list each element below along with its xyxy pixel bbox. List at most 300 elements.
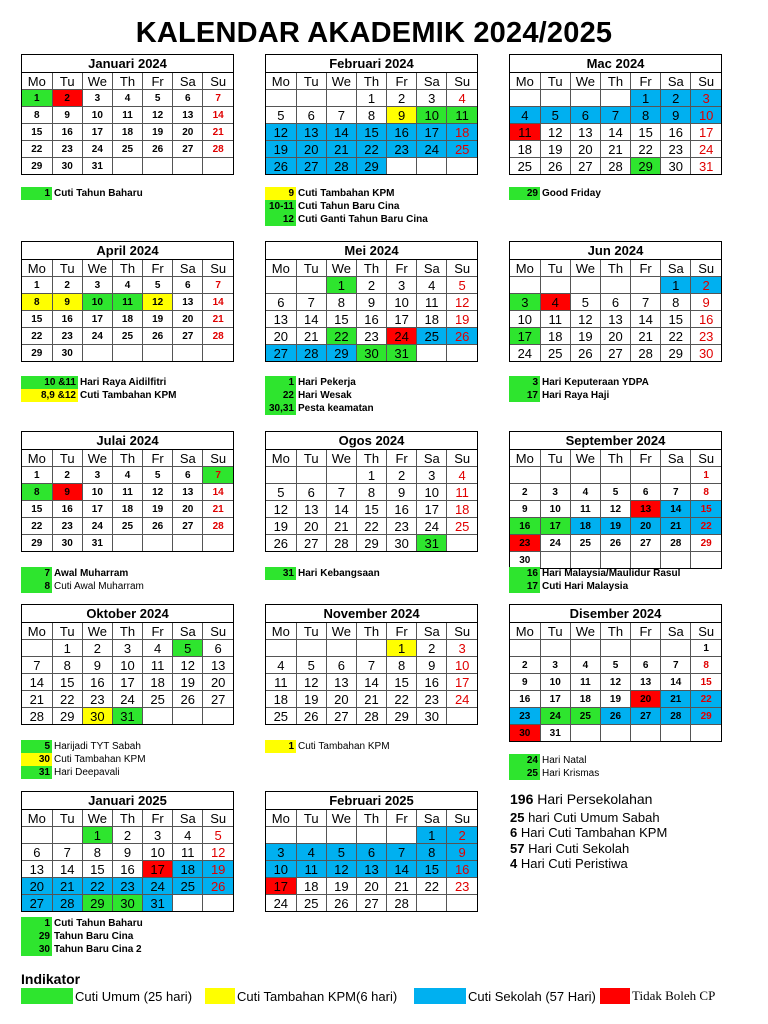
day-cell: 5 <box>266 484 296 501</box>
day-cell: 16 <box>112 861 142 878</box>
day-cell: 27 <box>173 518 203 535</box>
day-cell: 20 <box>173 124 203 141</box>
day-cell: 8 <box>356 107 386 124</box>
summary-label: Hari Cuti Peristiwa <box>517 856 628 871</box>
day-cell: 16 <box>356 311 386 328</box>
day-cell: 24 <box>447 691 477 708</box>
weekday-header: Fr <box>631 450 661 467</box>
day-cell: 14 <box>203 294 233 311</box>
day-cell: 13 <box>631 674 661 691</box>
day-cell: 2 <box>691 277 721 294</box>
day-cell: 6 <box>570 107 600 124</box>
legend-date-swatch: 1 <box>21 917 52 930</box>
day-cell: 26 <box>143 518 173 535</box>
weekday-header: Th <box>356 810 386 827</box>
weekday-header: Su <box>691 450 721 467</box>
legend-label: Hari Malaysia/Maulidur Rasul <box>542 568 681 579</box>
legend-item <box>265 376 374 389</box>
day-cell: 4 <box>112 90 142 107</box>
weekday-header: Sa <box>173 810 203 827</box>
month-calendar <box>509 54 722 175</box>
holiday-legend <box>509 567 680 593</box>
day-cell: 13 <box>296 124 326 141</box>
day-cell: 20 <box>600 328 630 345</box>
month-calendar <box>21 54 234 175</box>
legend-item <box>21 389 176 402</box>
day-cell: 1 <box>22 90 52 107</box>
day-cell: 4 <box>570 484 600 501</box>
month-grid <box>266 623 477 724</box>
weekday-header: Tu <box>52 260 82 277</box>
day-cell: 7 <box>52 844 82 861</box>
legend-date-swatch: 1 <box>265 740 296 753</box>
day-cell: 23 <box>52 141 82 158</box>
day-cell: 3 <box>82 277 112 294</box>
day-cell: 16 <box>52 124 82 141</box>
weekday-header: Su <box>447 450 477 467</box>
day-cell: 11 <box>447 484 477 501</box>
day-cell: 1 <box>52 640 82 657</box>
day-cell: 3 <box>82 467 112 484</box>
weekday-header: Tu <box>52 623 82 640</box>
day-cell: 31 <box>387 345 417 362</box>
day-cell: 13 <box>203 657 233 674</box>
empty-cell <box>266 90 296 107</box>
day-cell: 18 <box>540 328 570 345</box>
day-cell: 13 <box>631 501 661 518</box>
day-cell: 3 <box>387 277 417 294</box>
weekday-header: Th <box>600 260 630 277</box>
legend-item <box>21 917 143 930</box>
weekday-header: Th <box>356 623 386 640</box>
day-cell: 17 <box>540 518 570 535</box>
day-cell: 11 <box>173 844 203 861</box>
month-title: Jun 2024 <box>510 242 721 260</box>
legend-label: Cuti Hari Malaysia <box>542 581 629 592</box>
day-cell: 24 <box>417 141 447 158</box>
day-cell: 28 <box>631 345 661 362</box>
day-cell: 25 <box>143 691 173 708</box>
day-cell: 7 <box>22 657 52 674</box>
day-cell: 20 <box>631 518 661 535</box>
day-cell: 25 <box>540 345 570 362</box>
day-cell: 17 <box>82 124 112 141</box>
day-cell: 27 <box>266 345 296 362</box>
day-cell: 25 <box>570 708 600 725</box>
weekday-header: Sa <box>661 623 691 640</box>
day-cell: 22 <box>52 691 82 708</box>
legend-item <box>265 389 374 402</box>
empty-cell <box>540 467 570 484</box>
weekday-header: Tu <box>52 73 82 90</box>
empty-cell <box>631 277 661 294</box>
day-cell: 9 <box>112 844 142 861</box>
day-cell: 29 <box>22 158 52 175</box>
legend-item <box>509 187 601 200</box>
day-cell: 15 <box>417 861 447 878</box>
legend-label: Hari Raya Aidilfitri <box>80 377 167 388</box>
day-cell: 21 <box>203 124 233 141</box>
day-cell: 1 <box>326 277 356 294</box>
legend-item <box>265 187 428 200</box>
day-cell: 18 <box>570 518 600 535</box>
month-title: Mac 2024 <box>510 55 721 73</box>
legend-item <box>21 580 144 593</box>
day-cell: 26 <box>540 158 570 175</box>
weekday-header: We <box>570 450 600 467</box>
empty-cell <box>326 827 356 844</box>
day-cell: 29 <box>691 708 721 725</box>
day-cell: 9 <box>510 674 540 691</box>
day-cell: 21 <box>203 501 233 518</box>
empty-cell <box>600 640 630 657</box>
day-cell: 20 <box>296 141 326 158</box>
month-calendar <box>21 604 234 725</box>
day-cell: 20 <box>203 674 233 691</box>
day-cell: 9 <box>52 294 82 311</box>
day-cell: 7 <box>661 657 691 674</box>
day-cell: 21 <box>631 328 661 345</box>
empty-cell <box>570 277 600 294</box>
empty-cell <box>296 277 326 294</box>
empty-cell <box>266 640 296 657</box>
day-cell: 13 <box>22 861 52 878</box>
month-grid <box>266 810 477 911</box>
day-cell: 28 <box>203 141 233 158</box>
holiday-legend <box>21 567 144 593</box>
day-cell: 2 <box>112 827 142 844</box>
legend-item <box>509 389 649 402</box>
day-cell: 9 <box>691 294 721 311</box>
month-calendar <box>509 431 722 569</box>
empty-cell <box>631 725 661 742</box>
day-cell: 10 <box>691 107 721 124</box>
day-cell: 29 <box>356 158 386 175</box>
weekday-header: Tu <box>296 260 326 277</box>
weekday-header: Tu <box>540 260 570 277</box>
month-title: Januari 2024 <box>22 55 233 73</box>
day-cell: 15 <box>52 674 82 691</box>
day-cell: 5 <box>143 277 173 294</box>
empty-cell <box>326 467 356 484</box>
day-cell: 19 <box>447 311 477 328</box>
day-cell: 13 <box>173 107 203 124</box>
legend-label: Hari Deepavali <box>54 767 120 778</box>
day-cell: 22 <box>22 518 52 535</box>
day-cell: 14 <box>661 674 691 691</box>
day-cell: 24 <box>143 878 173 895</box>
day-cell: 25 <box>173 878 203 895</box>
summary-count: 6 <box>510 825 518 840</box>
day-cell: 14 <box>52 861 82 878</box>
empty-cell <box>570 640 600 657</box>
day-cell: 28 <box>203 328 233 345</box>
day-cell: 10 <box>510 311 540 328</box>
month-title: April 2024 <box>22 242 233 260</box>
day-cell: 27 <box>631 708 661 725</box>
day-cell: 10 <box>82 294 112 311</box>
day-cell: 2 <box>356 277 386 294</box>
indikator-item <box>21 988 192 1004</box>
day-cell: 13 <box>600 311 630 328</box>
weekday-header: Mo <box>22 623 52 640</box>
legend-label: Cuti Awal Muharram <box>54 581 144 592</box>
day-cell: 20 <box>326 691 356 708</box>
day-cell: 21 <box>296 328 326 345</box>
day-cell: 6 <box>296 107 326 124</box>
day-cell: 15 <box>82 861 112 878</box>
day-cell: 29 <box>22 345 52 362</box>
day-cell: 3 <box>510 294 540 311</box>
day-cell: 28 <box>296 345 326 362</box>
day-cell: 21 <box>52 878 82 895</box>
weekday-header: We <box>570 623 600 640</box>
empty-cell <box>266 277 296 294</box>
legend-item <box>265 200 428 213</box>
legend-date-swatch: 10 &11 <box>21 376 78 389</box>
day-cell: 4 <box>540 294 570 311</box>
day-cell: 5 <box>266 107 296 124</box>
month-grid <box>22 810 233 911</box>
month-title: Oktober 2024 <box>22 605 233 623</box>
day-cell: 14 <box>296 311 326 328</box>
day-cell: 11 <box>570 674 600 691</box>
day-cell: 9 <box>387 107 417 124</box>
day-cell: 17 <box>143 861 173 878</box>
empty-cell <box>387 827 417 844</box>
day-cell: 26 <box>173 691 203 708</box>
indikator-item <box>414 988 596 1004</box>
day-cell: 16 <box>510 691 540 708</box>
weekday-header: We <box>570 260 600 277</box>
day-cell: 19 <box>143 311 173 328</box>
legend-date-swatch: 8,9 &12 <box>21 389 78 402</box>
day-cell: 23 <box>52 518 82 535</box>
day-cell: 12 <box>296 674 326 691</box>
empty-cell <box>326 90 356 107</box>
day-cell: 2 <box>417 640 447 657</box>
empty-cell <box>631 467 661 484</box>
day-cell: 25 <box>447 141 477 158</box>
day-cell: 28 <box>661 708 691 725</box>
legend-date-swatch: 30 <box>21 943 52 956</box>
legend-item <box>509 580 680 593</box>
legend-item <box>21 187 143 200</box>
day-cell: 12 <box>266 501 296 518</box>
day-cell: 30 <box>417 708 447 725</box>
day-cell: 10 <box>417 484 447 501</box>
day-cell: 11 <box>447 107 477 124</box>
day-cell: 22 <box>356 141 386 158</box>
month-title: Februari 2024 <box>266 55 477 73</box>
legend-label: Pesta keamatan <box>298 403 374 414</box>
weekday-header: Mo <box>22 73 52 90</box>
day-cell: 14 <box>326 501 356 518</box>
weekday-header: Fr <box>387 73 417 90</box>
empty-cell <box>387 158 417 175</box>
day-cell: 24 <box>82 141 112 158</box>
day-cell: 4 <box>143 640 173 657</box>
day-cell: 3 <box>540 484 570 501</box>
empty-cell <box>661 467 691 484</box>
day-cell: 15 <box>22 124 52 141</box>
day-cell: 10 <box>540 501 570 518</box>
empty-cell <box>296 640 326 657</box>
legend-date-swatch: 25 <box>509 767 540 780</box>
day-cell: 21 <box>387 878 417 895</box>
day-cell: 9 <box>510 501 540 518</box>
page-title: KALENDAR AKADEMIK 2024/2025 <box>135 17 613 49</box>
day-cell: 1 <box>691 467 721 484</box>
empty-cell <box>296 827 326 844</box>
day-cell: 24 <box>112 691 142 708</box>
day-cell: 24 <box>266 895 296 912</box>
day-cell: 19 <box>296 691 326 708</box>
legend-date-swatch: 16 <box>509 567 540 580</box>
day-cell: 19 <box>266 518 296 535</box>
weekday-header: Fr <box>143 450 173 467</box>
day-cell: 12 <box>600 674 630 691</box>
day-cell: 6 <box>173 90 203 107</box>
legend-date-swatch: 17 <box>509 389 540 402</box>
day-cell: 22 <box>356 518 386 535</box>
empty-cell <box>112 345 142 362</box>
day-cell: 4 <box>417 277 447 294</box>
day-cell: 3 <box>112 640 142 657</box>
legend-label: Hari Pekerja <box>298 377 356 388</box>
day-cell: 12 <box>143 107 173 124</box>
weekday-header: Sa <box>173 623 203 640</box>
empty-cell <box>173 158 203 175</box>
day-cell: 5 <box>447 277 477 294</box>
day-cell: 23 <box>356 328 386 345</box>
day-cell: 26 <box>447 328 477 345</box>
day-cell: 29 <box>52 708 82 725</box>
day-cell: 26 <box>203 878 233 895</box>
weekday-header: Tu <box>540 73 570 90</box>
day-cell: 27 <box>203 691 233 708</box>
day-cell: 19 <box>173 674 203 691</box>
month-calendar <box>21 241 234 362</box>
empty-cell <box>661 640 691 657</box>
month-title: Januari 2025 <box>22 792 233 810</box>
summary-count: 196 <box>510 791 534 807</box>
day-cell: 28 <box>326 535 356 552</box>
day-cell: 20 <box>173 501 203 518</box>
day-cell: 20 <box>173 311 203 328</box>
day-cell: 6 <box>356 844 386 861</box>
legend-item <box>21 740 146 753</box>
weekday-header: Su <box>447 810 477 827</box>
weekday-header: Th <box>356 260 386 277</box>
day-cell: 10 <box>447 657 477 674</box>
empty-cell <box>540 640 570 657</box>
weekday-header: Tu <box>296 450 326 467</box>
day-cell: 5 <box>540 107 570 124</box>
day-cell: 31 <box>82 158 112 175</box>
month-calendar <box>509 604 722 742</box>
legend-item <box>21 930 143 943</box>
indikator-swatch <box>600 988 630 1004</box>
empty-cell <box>631 640 661 657</box>
day-cell: 23 <box>510 708 540 725</box>
day-cell: 31 <box>417 535 447 552</box>
day-cell: 25 <box>296 895 326 912</box>
day-cell: 2 <box>52 90 82 107</box>
legend-item <box>509 754 599 767</box>
day-cell: 29 <box>22 535 52 552</box>
day-cell: 8 <box>661 294 691 311</box>
weekday-header: Sa <box>173 450 203 467</box>
month-grid <box>510 73 721 174</box>
legend-date-swatch: 7 <box>21 567 52 580</box>
legend-item <box>265 402 374 415</box>
day-cell: 24 <box>510 345 540 362</box>
day-cell: 21 <box>600 141 630 158</box>
weekday-header: We <box>570 73 600 90</box>
day-cell: 19 <box>266 141 296 158</box>
month-calendar <box>265 604 478 725</box>
day-cell: 16 <box>387 124 417 141</box>
day-cell: 8 <box>356 484 386 501</box>
day-cell: 7 <box>661 484 691 501</box>
day-cell: 27 <box>296 535 326 552</box>
empty-cell <box>447 535 477 552</box>
weekday-header: Su <box>203 810 233 827</box>
weekday-header: Mo <box>510 450 540 467</box>
legend-label: Cuti Ganti Tahun Baru Cina <box>298 214 428 225</box>
day-cell: 25 <box>510 158 540 175</box>
weekday-header: Mo <box>266 260 296 277</box>
day-cell: 12 <box>143 484 173 501</box>
day-cell: 23 <box>510 535 540 552</box>
day-cell: 1 <box>22 277 52 294</box>
legend-label: Tahun Baru Cina 2 <box>54 944 142 955</box>
day-cell: 23 <box>661 141 691 158</box>
indikator-label: Tidak Boleh CP <box>632 988 716 1003</box>
empty-cell <box>447 345 477 362</box>
day-cell: 10 <box>266 861 296 878</box>
legend-date-swatch: 9 <box>265 187 296 200</box>
day-cell: 13 <box>356 861 386 878</box>
weekday-header: Su <box>691 73 721 90</box>
summary-count: 4 <box>510 856 518 871</box>
day-cell: 25 <box>112 328 142 345</box>
day-cell: 6 <box>631 657 661 674</box>
day-cell: 10 <box>82 107 112 124</box>
day-cell: 14 <box>203 107 233 124</box>
day-cell: 27 <box>600 345 630 362</box>
day-cell: 30 <box>510 725 540 742</box>
empty-cell <box>510 90 540 107</box>
weekday-header: Tu <box>296 623 326 640</box>
month-grid <box>22 450 233 551</box>
legend-label: Cuti Tambahan KPM <box>298 188 395 199</box>
weekday-header: Mo <box>22 260 52 277</box>
legend-date-swatch: 31 <box>21 766 52 779</box>
legend-label: Cuti Tambahan KPM <box>54 754 146 765</box>
day-cell: 18 <box>296 878 326 895</box>
day-cell: 22 <box>631 141 661 158</box>
day-cell: 16 <box>52 311 82 328</box>
day-cell: 30 <box>112 895 142 912</box>
weekday-header: Fr <box>143 810 173 827</box>
day-cell: 28 <box>661 535 691 552</box>
holiday-legend <box>265 567 380 580</box>
day-cell: 8 <box>22 484 52 501</box>
day-cell: 13 <box>173 294 203 311</box>
day-cell: 29 <box>387 708 417 725</box>
